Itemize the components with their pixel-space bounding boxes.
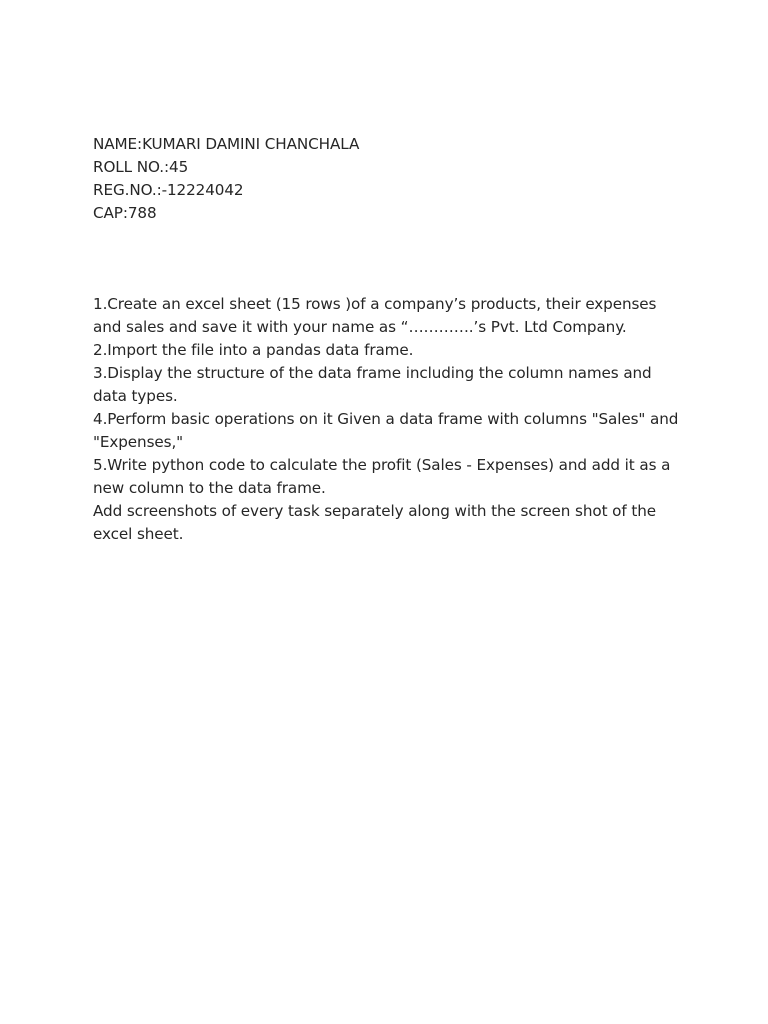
student-name: NAME:KUMARI DAMINI CHANCHALA (93, 135, 360, 153)
cap-number: CAP:788 (93, 204, 157, 222)
task-1: 1.Create an excel sheet (15 rows )of a company’s products, their expenses and sales and save it with your name as “………….’s Pvt. Ltd Company. (93, 295, 657, 336)
task-4: 4.Perform basic operations on it Given a data frame with columns "Sales" and "Expenses," (93, 410, 679, 451)
task-list (93, 293, 683, 546)
task-2: 2.Import the file into a pandas data frame. (93, 341, 414, 359)
student-details (93, 133, 693, 225)
task-5: 5.Write python code to calculate the profit (Sales - Expenses) and add it as a new column to the data frame. (93, 456, 671, 497)
registration-number: REG.NO.:-12224042 (93, 181, 244, 199)
roll-number: ROLL NO.:45 (93, 158, 189, 176)
screenshot-instruction: Add screenshots of every task separately along with the screen shot of the excel sheet. (93, 502, 656, 543)
task-3: 3.Display the structure of the data frame including the column names and data types. (93, 364, 652, 405)
